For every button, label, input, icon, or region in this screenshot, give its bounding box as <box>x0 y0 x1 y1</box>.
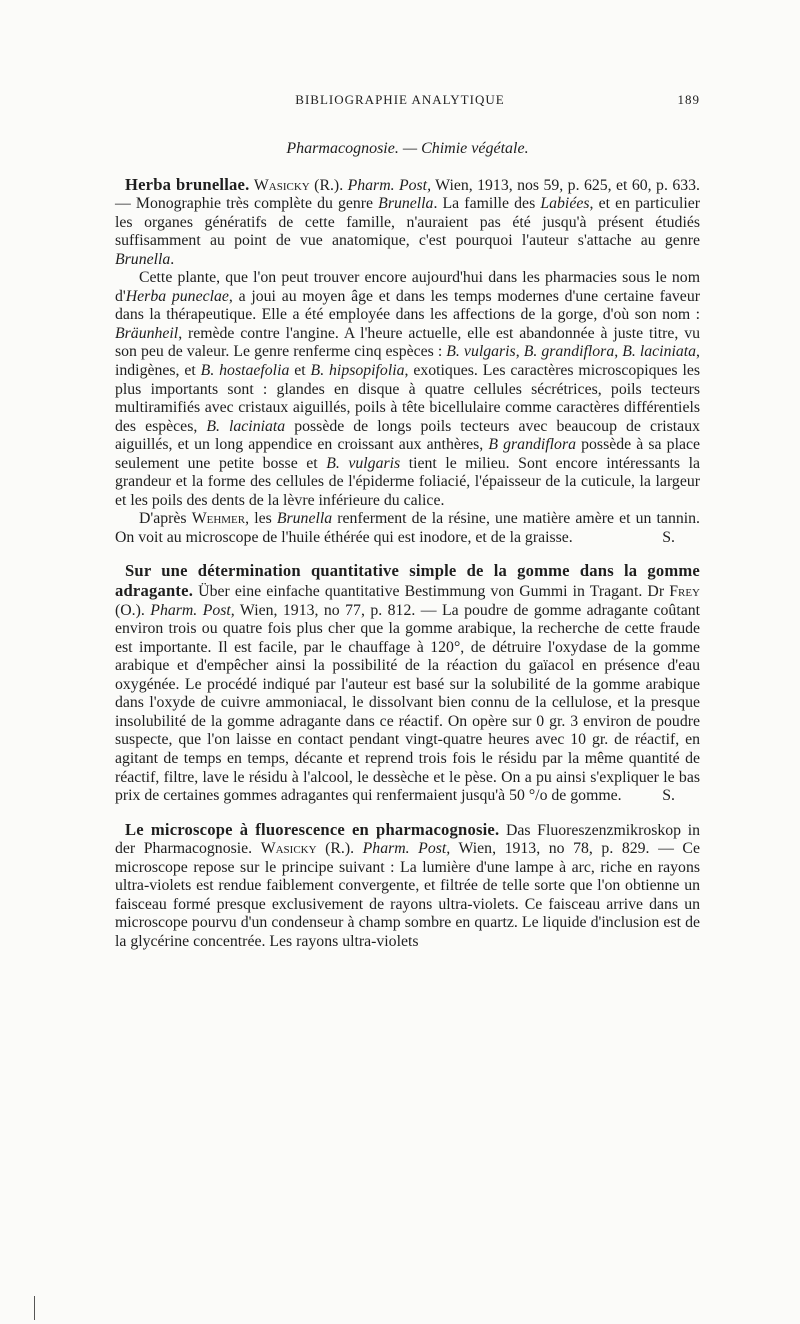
author-name: Wehmer <box>191 510 246 528</box>
entry-title: Herba brunellae. <box>125 174 250 194</box>
species-name: B. hipsopifolia <box>310 362 405 380</box>
paragraph <box>115 269 700 510</box>
species-name: B grandiflora <box>488 436 576 454</box>
species-name: B. grandiflora <box>523 343 615 361</box>
text-run: possède de longs poils tecteurs avec beaucoup de cristaux aiguillés, et un long appendice en croissant aux anthères, <box>115 417 700 454</box>
species-name: B. hostaefolia <box>200 362 290 380</box>
signature: S. <box>662 787 675 805</box>
text-run: possède à sa place seulement une petite bosse et <box>115 436 701 472</box>
entry-gomme-adragante <box>115 562 700 805</box>
text-run: (R.). <box>316 840 363 858</box>
text-run: . La famille des <box>433 195 541 213</box>
text-run: Wien, 1913, nos 59, p. 625, et 60, p. 633. — Monographie très complète du genre <box>115 176 700 213</box>
journal-name: Pharm. Post, <box>347 176 432 194</box>
text-run: D'après <box>139 510 192 528</box>
running-title: BIBLIOGRAPHIE ANALYTIQUE <box>295 92 505 107</box>
german-name: Bräunheil <box>115 324 179 342</box>
author-name: Wasicky <box>253 176 310 194</box>
text-run: , <box>515 343 524 361</box>
entry-microscope-fluorescence <box>115 821 700 952</box>
author-name: Wasicky <box>260 840 317 858</box>
text-run: , a joui au moyen âge et dans les temps modernes d'une certaine faveur dans la thérapeutique. Elle a été employée dans les affections de la gorge, d'où son nom : <box>115 287 700 324</box>
text-run: Wien, 1913, no 77, p. 812. — La poudre de gomme adragante coûtant environ trois ou quatre fois plus cher que la gomme arabique, la recherche de cette fraude est importante. Il est facile, par le chauffage à 120°, de détruire l'oxydase de la gomme arabique et d'empêcher ainsi la possibilité de la réaction du gaïacol en présence d'eau oxygénée. Le procédé indiqué par l'auteur est basé sur la solubilité de la gomme arabique dans l'oxyde de cuivre ammoniacal, le dissolvant bien connu de la cellulose, et la presque insolubilité de la gomme adragante dans ce réactif. On opère sur 0 gr. 3 environ de poudre suspecte, que l'on laisse en contact pendant vingt-quatre heures avec 10 gr. de réactif, en agitant de temps en temps, décante et reprend trois fois le résidu par la même quantité de réactif, filtre, lave le résidu à l'alcool, le dessèche et le pèse. On a pu ainsi s'expliquer le bas prix de certaines gommes adragantes qui renfermaient jusqu'à 50 °/o de gomme. <box>115 601 701 805</box>
entry-title: Le microscope à fluorescence en pharmacognosie. <box>125 819 500 839</box>
text-run: . <box>170 250 175 268</box>
text-run: , et en particulier les organes génératifs de cette famille, n'auraient pas été jusqu'à présent étudiés suffisamment au point de vue anatomique, c'est pourquoi l'auteur s'attache au genre <box>115 195 701 250</box>
text-run: et <box>289 362 311 380</box>
text-run: , <box>614 343 623 361</box>
text-run: , les <box>245 510 277 528</box>
text-run: Cette plante, que l'on peut trouver encore aujourd'hui dans les pharmacies sous le nom d' <box>115 269 700 305</box>
latin-name: Herba puneclae <box>125 287 229 305</box>
text-run: (R.). <box>309 176 348 194</box>
text-run: tient le milieu. Sont encore intéressants la grandeur et la forme des cellules de l'épiderme foliacié, l'épaisseur de la cuticule, la largeur et les poils des dents de la lèvre inférieure du calice. <box>115 454 700 509</box>
text-run: Wien, 1913, no 78, p. 829. — Ce microscope repose sur le principe suivant : La lumière d'une lampe à arc, riche en rayons ultra-violets est rendue faiblement convergente, et filtrée de telle sorte que l'on obtienne un faisceau formé presque exclusivement de rayons ultra-violets. Ce faisceau arrive dans un microscope pourvu d'un condenseur à champ sombre en quartz. Le liquide d'inclusion est de la glycérine concentrée. Les rayons ultra-violets <box>115 840 700 950</box>
text-run: Das Fluoreszenzmikroskop in der Pharmacognosie. <box>115 821 700 858</box>
entry-herba-brunellae <box>115 176 700 270</box>
journal-name: Pharm. Post, <box>150 601 235 619</box>
page-number: 189 <box>677 92 700 107</box>
species-name: B. laciniata <box>622 343 697 361</box>
paragraph <box>115 510 700 547</box>
margin-mark <box>34 1296 35 1320</box>
text-run: (O.). <box>115 601 151 619</box>
genus-name: Brunella <box>115 250 171 268</box>
text-run: Über eine einfache quantitative Bestimmung von Gummi in Tragant. Dr <box>193 583 670 601</box>
text-run: renferment de la résine, une matière amère et un tannin. On voit au microscope de l'huile éthérée qui est inodore, et de la graisse. <box>115 510 700 546</box>
section-title: Pharmacognosie. — Chimie végétale. <box>286 140 529 157</box>
genus-name: Brunella <box>378 195 434 213</box>
text-column <box>115 140 700 951</box>
journal-name: Pharm. Post, <box>362 840 451 858</box>
running-head <box>0 92 800 112</box>
genus-name: Brunella <box>276 510 333 528</box>
signature: S. <box>662 528 675 546</box>
author-name: Frey <box>669 583 700 601</box>
entry-title: Sur une détermination quantitative simple de la gomme dans la gomme adragante. <box>115 561 700 601</box>
text-run: , indigènes, et <box>115 343 700 380</box>
text-run: , remède contre l'angine. A l'heure actuelle, elle est abandonnée à juste titre, vu son peu de valeur. Le genre renferme cinq espèces : <box>115 324 700 361</box>
family-name: Labiées <box>540 195 590 213</box>
text-run: , exotiques. Les caractères microscopiques les plus importants sont : glandes en disque à quatre cellules sécrétrices, poils tecteurs multiramifiés avec cristaux aiguillés, poils à tête bicellulaire comme caractères différentiels des espèces, <box>115 362 700 435</box>
species-name: B. laciniata <box>206 417 286 435</box>
species-name: B. vulgaris <box>326 454 401 472</box>
species-name: B. vulgaris <box>446 343 516 361</box>
